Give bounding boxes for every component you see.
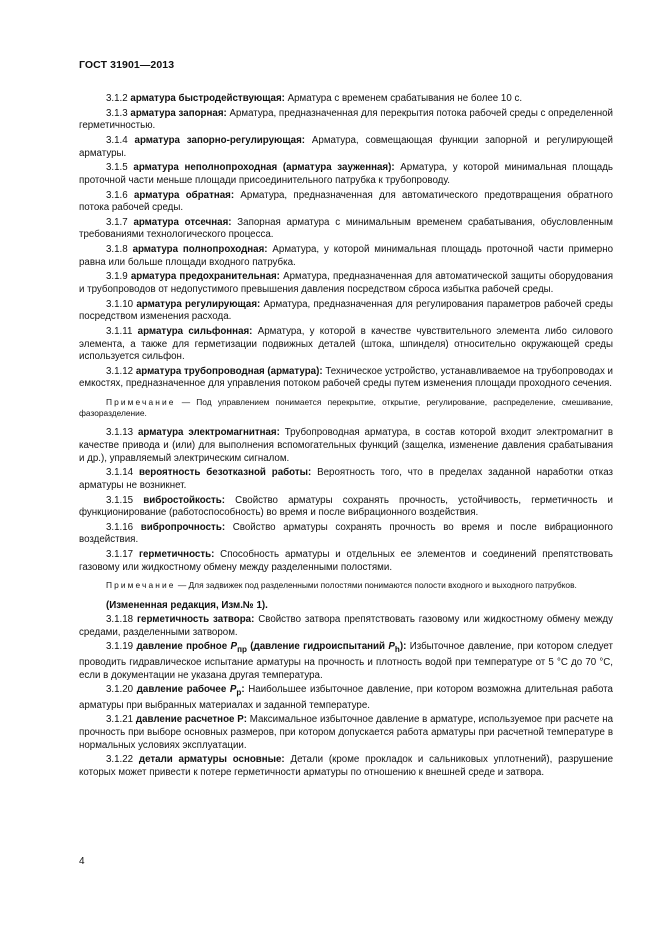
definition-3-1-7: 3.1.7 арматура отсечная: Запорная арматура с минимальным временем срабатывания, обусловленным требованиями технологического процесса. xyxy=(79,216,613,241)
definition-3-1-5: 3.1.5 арматура неполнопроходная (арматура зауженная): Арматура, у которой минимальная площадь проточной части меньше площади присоединительного патрубка к трубопроводу. xyxy=(79,162,613,186)
document-header: ГОСТ 31901—2013 xyxy=(79,59,175,71)
note-control: Примечание — Под управлением понимается перекрытие, открытие, регулирование, распределение, смешивание, фазоразделение. xyxy=(79,397,613,419)
definition-3-1-10: 3.1.10 арматура регулирующая: Арматура, предназначенная для регулирования параметров рабочей среды посредством изменения расхода. xyxy=(79,298,613,323)
definition-3-1-6: 3.1.6 арматура обратная: Арматура, предназначенная для автоматического предотвращения обратного потока рабочей среды. xyxy=(79,189,613,214)
definition-3-1-3: 3.1.3 арматура запорная: Арматура, предназначенная для перекрытия потока рабочей среды с определенной герметичностью. xyxy=(79,107,613,132)
definition-3-1-15: 3.1.15 вибростойкость: Свойство арматуры сохранять прочность, устойчивость, герметичность и функционирование (работоспособность) во время и после вибрационного воздействия. xyxy=(79,494,613,519)
document-body xyxy=(79,93,613,782)
definition-3-1-14: 3.1.14 вероятность безотказной работы: Вероятность того, что в пределах заданной наработки отказ арматуры не возникнет. xyxy=(79,467,613,491)
definition-3-1-2: 3.1.2 арматура быстродействующая: Арматура с временем срабатывания не более 10 с. xyxy=(106,93,523,104)
definition-3-1-18: 3.1.18 герметичность затвора: Свойство затвора препятствовать газовому или жидкостному обмену между средами, разделенными затвором. xyxy=(79,614,613,638)
definition-3-1-8: 3.1.8 арматура полнопроходная: Арматура, у которой минимальная площадь проточной части примерно равна или больше площади входного патрубка. xyxy=(79,244,614,268)
note-gate-valves: Примечание — Для задвижек под разделенными полостями понимаются полости входного и выходного патрубков. xyxy=(106,580,577,591)
definition-3-1-17: 3.1.17 герметичность: Способность арматуры и отдельных ее элементов и соединений препятствовать газовому или жидкостному обмену между разделенными полостями. xyxy=(79,549,613,573)
definition-3-1-9: 3.1.9 арматура предохранительная: Арматура, предназначенная для автоматической защиты оборудования и трубопроводов от недопустимого превышения давления посредством сброса избытка рабочей среды. xyxy=(79,271,613,295)
page-number: 4 xyxy=(79,856,85,867)
definition-3-1-20: 3.1.20 давление рабочее $P_р$: Наибольшее избыточное давление, при котором возможна длительная работа арматуры при выбранных материалах и заданной температуре. xyxy=(79,684,613,711)
definition-3-1-19: 3.1.19 давление пробное $P_{пр}$ (давление гидроиспытаний $P_h$): Избыточное давление, при котором следует проводить гидравлическое испытание арматуры на прочность и плотность водой при температуре от 5 °С до 70 °С, если в документации не указана другая температура. xyxy=(79,641,613,681)
amendment-note: (Измененная редакция, Изм.№ 1). xyxy=(106,599,268,611)
definition-3-1-21: 3.1.21 давление расчетное P: Максимальное избыточное давление в арматуре, используемое при расчете на прочность при выборе основных размеров, при котором допускается работа арматуры при расчетной температуре в нормальных условиях эксплуатации. xyxy=(79,714,613,751)
definition-3-1-11: 3.1.11 арматура сильфонная: Арматура, у которой в качестве чувствительного элемента либо силового элемента, а также для герметизации подвижных деталей (штока, шпинделя) относительно окружающей среды используется сильфон. xyxy=(79,325,613,363)
definition-3-1-16: 3.1.16 вибропрочность: Свойство арматуры сохранять прочность во время и после вибрационного воздействия. xyxy=(79,521,613,546)
definition-3-1-13: 3.1.13 арматура электромагнитная: Трубопроводная арматура, в состав которой входит электромагнит в качестве привода и (или) для выполнения вспомогательных функций (защелка, изменение давления срабатывания и др.), управляемый электрическим сигналом. xyxy=(79,427,613,464)
definition-3-1-12: 3.1.12 арматура трубопроводная (арматура): Техническое устройство, устанавливаемое на трубопроводах и емкостях, предназначенное для управления потоком рабочей среды путем изменения площади проходного сечения. xyxy=(79,365,613,390)
definition-3-1-22: 3.1.22 детали арматуры основные: Детали (кроме прокладок и сальниковых уплотнений), разрушение которых может привести к потере герметичности арматуры по отношению к внешней среде и затвора. xyxy=(79,754,614,778)
definition-3-1-4: 3.1.4 арматура запорно-регулирующая: Арматура, совмещающая функции запорной и регулирующей арматуры. xyxy=(79,134,613,159)
